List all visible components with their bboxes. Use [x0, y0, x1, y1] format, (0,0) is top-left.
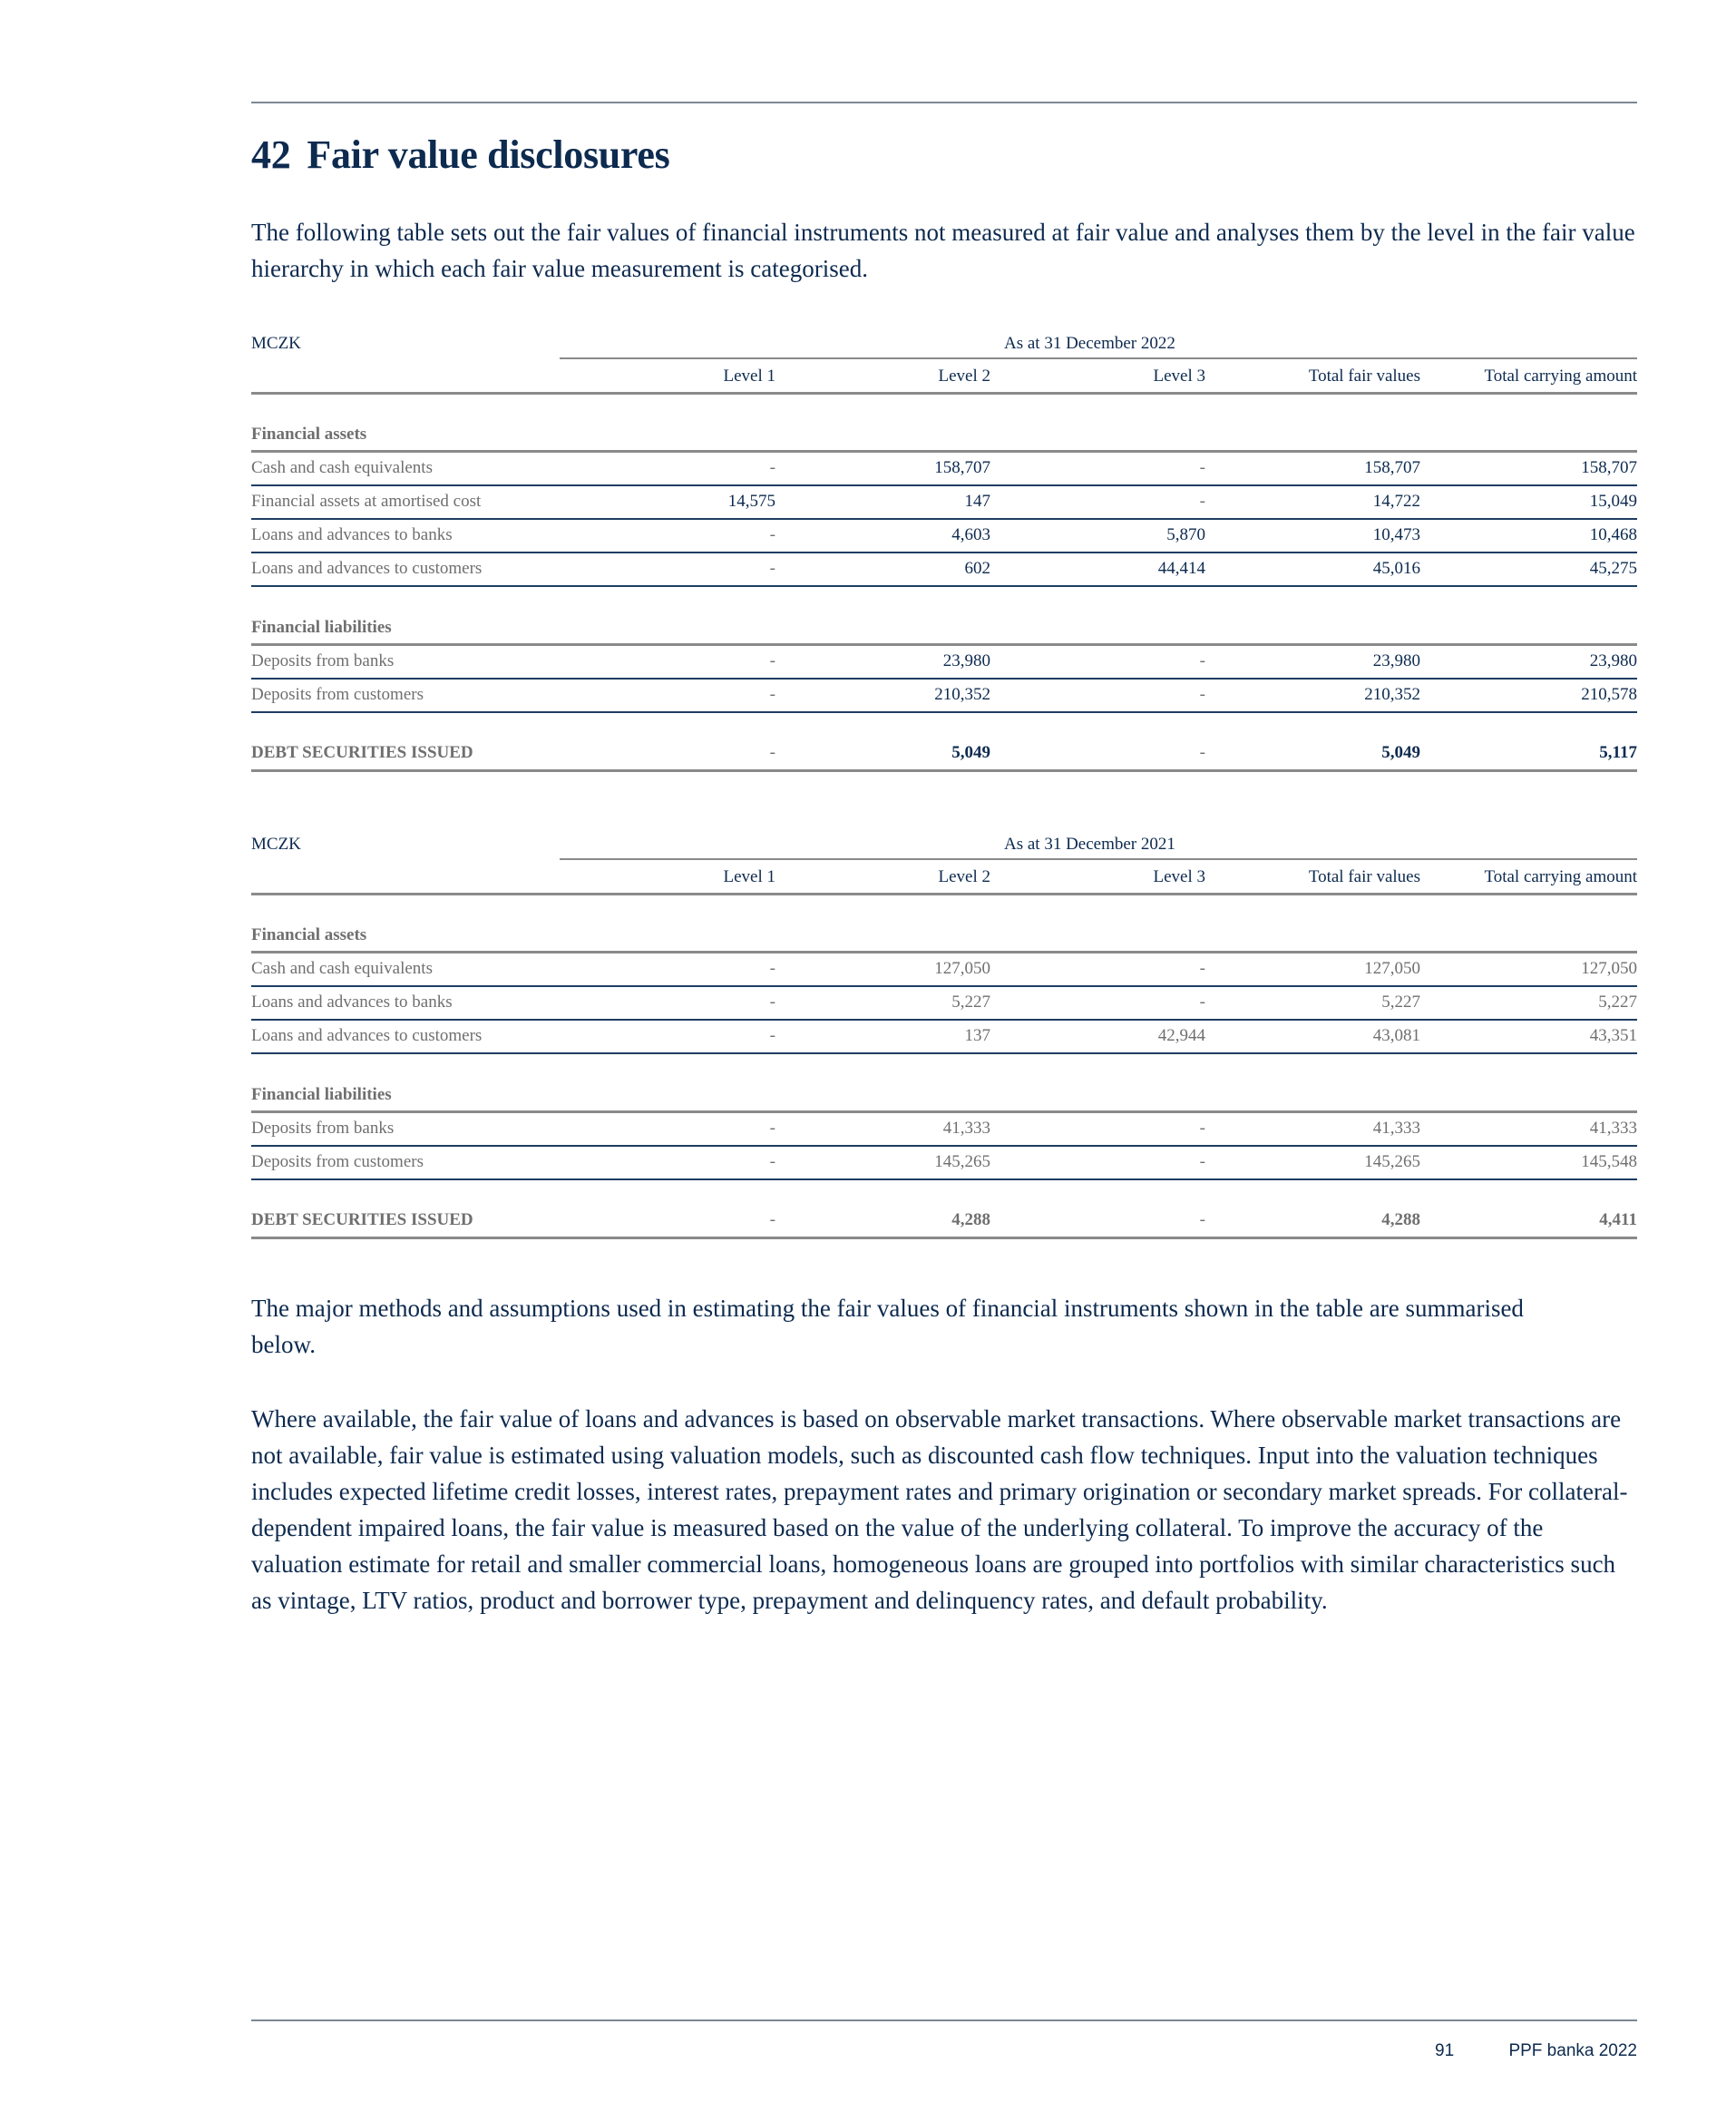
cell-level-3: -: [1199, 959, 1205, 978]
cell-total-carrying-amount: 4,411: [1599, 1210, 1637, 1229]
row-label: DEBT SECURITIES ISSUED: [251, 743, 473, 762]
cell-total-fair-values: 127,050: [1364, 959, 1420, 978]
cell-total-carrying-amount: 145,548: [1581, 1152, 1637, 1171]
cell-level-2: 210,352: [934, 685, 990, 704]
cell-total-carrying-amount: 43,351: [1589, 1026, 1637, 1045]
row-rule: [251, 1178, 1637, 1180]
total-rule: [251, 1237, 1637, 1239]
table-row: [251, 987, 1637, 1021]
column-header-total-carrying-amount: Total carrying amount: [1484, 867, 1637, 886]
column-header-level-3: Level 3: [1153, 367, 1205, 386]
cell-level-3: 44,414: [1157, 559, 1205, 578]
column-header-level-1: Level 1: [723, 367, 775, 386]
cell-level-3: -: [1199, 1119, 1205, 1138]
cell-level-3: 5,870: [1166, 525, 1205, 544]
cell-total-fair-values: 5,227: [1381, 993, 1420, 1012]
cell-total-fair-values: 14,722: [1372, 492, 1420, 511]
document-name: PPF banka 2022: [1508, 2041, 1637, 2060]
row-label: Loans and advances to banks: [251, 993, 453, 1012]
period-label: As at 31 December 2022: [1004, 334, 1175, 353]
total-rule: [251, 769, 1637, 772]
cell-total-fair-values: 41,333: [1372, 1119, 1420, 1138]
cell-level-1: -: [769, 1119, 775, 1138]
row-label: Cash and cash equivalents: [251, 458, 433, 477]
cell-level-2: 5,049: [951, 743, 990, 762]
cell-level-1: -: [769, 1026, 775, 1045]
row-rule: [251, 711, 1637, 713]
page-number: 91: [1435, 2041, 1455, 2060]
column-header-total-carrying-amount: Total carrying amount: [1484, 367, 1637, 386]
row-rule: [251, 1052, 1637, 1054]
period-rule: [560, 858, 1637, 860]
row-label: Loans and advances to customers: [251, 559, 483, 578]
cell-level-2: 137: [964, 1026, 990, 1045]
intro-paragraph: The following table sets out the fair values of financial instruments not measured at fair value and analyses them by the level in the fair value hierarchy in which each fair value measurement is categorised.: [251, 219, 1635, 282]
cell-total-fair-values: 4,288: [1381, 1210, 1420, 1229]
cell-level-1: -: [769, 651, 775, 670]
cell-total-fair-values: 10,473: [1372, 525, 1420, 544]
cell-total-fair-values: 43,081: [1372, 1026, 1420, 1045]
section-title: Fair value disclosures: [307, 132, 670, 177]
row-label: Loans and advances to banks: [251, 525, 453, 544]
cell-level-3: -: [1199, 685, 1205, 704]
table-row: [251, 1147, 1637, 1180]
cell-level-2: 41,333: [942, 1119, 990, 1138]
cell-total-carrying-amount: 45,275: [1589, 559, 1637, 578]
cell-level-3: -: [1199, 993, 1205, 1012]
loans-valuation-paragraph: Where available, the fair value of loans and advances is based on observable market transactions. Where observable market transactions are not available, fair value is estimated using valuation models, such as discounted cash flow techniques. Input into the valuation techniques includes expected lifetime credit losses, interest rates, prepayment rates and primary origination or secondary market spreads. For collateral-dependent impaired loans, the fair value is measured based on the value of the underlying collateral. To improve the accuracy of the valuation estimate for retail and smaller commercial loans, homogeneous loans are grouped into portfolios with similar characteristics such as vintage, LTV ratios, product and borrower type, prepayment and delinquency rates, and default probability.: [251, 1405, 1628, 1614]
cell-level-1: -: [769, 1210, 775, 1229]
section-label-financial-liabilities: Financial liabilities: [251, 1085, 392, 1104]
cell-total-carrying-amount: 5,227: [1598, 993, 1637, 1012]
cell-level-3: -: [1199, 458, 1205, 477]
column-header-level-2: Level 2: [938, 367, 990, 386]
cell-total-carrying-amount: 210,578: [1581, 685, 1637, 704]
table-row: [251, 453, 1637, 486]
column-header-row: [251, 367, 1637, 392]
cell-level-1: -: [769, 458, 775, 477]
footer-rule: [251, 2019, 1637, 2021]
table-row: [251, 680, 1637, 713]
cell-level-2: 4,288: [951, 1210, 990, 1229]
top-rule: [251, 102, 1637, 103]
column-header-row: [251, 867, 1637, 893]
cell-level-3: 42,944: [1157, 1026, 1205, 1045]
cell-level-1: -: [769, 525, 775, 544]
row-label: Deposits from banks: [251, 651, 395, 670]
cell-level-1: -: [769, 959, 775, 978]
cell-level-1: -: [769, 685, 775, 704]
table-row: [251, 553, 1637, 587]
cell-level-2: 127,050: [934, 959, 990, 978]
section-label-financial-assets: Financial assets: [251, 925, 367, 944]
cell-level-1: 14,575: [727, 492, 775, 511]
column-header-level-2: Level 2: [938, 867, 990, 886]
cell-total-fair-values: 5,049: [1381, 743, 1420, 762]
cell-total-carrying-amount: 23,980: [1589, 651, 1637, 670]
section-label-financial-assets: Financial assets: [251, 425, 367, 444]
column-header-level-3: Level 3: [1153, 867, 1205, 886]
period-rule: [560, 357, 1637, 359]
cell-level-3: -: [1199, 1152, 1205, 1171]
cell-level-3: -: [1199, 492, 1205, 511]
cell-total-carrying-amount: 158,707: [1581, 458, 1637, 477]
cell-level-2: 147: [964, 492, 990, 511]
cell-total-fair-values: 158,707: [1364, 458, 1420, 477]
total-row-debt-securities: [251, 738, 1637, 772]
row-label: Deposits from customers: [251, 685, 424, 704]
header-rule: [251, 893, 1637, 895]
row-label: DEBT SECURITIES ISSUED: [251, 1210, 473, 1229]
row-label: Cash and cash equivalents: [251, 959, 433, 978]
column-header-total-fair-values: Total fair values: [1308, 867, 1420, 886]
cell-total-carrying-amount: 127,050: [1581, 959, 1637, 978]
cell-level-2: 23,980: [942, 651, 990, 670]
cell-level-2: 4,603: [951, 525, 990, 544]
total-row-debt-securities: [251, 1205, 1637, 1239]
cell-total-fair-values: 23,980: [1372, 651, 1420, 670]
cell-level-3: -: [1199, 651, 1205, 670]
row-label: Deposits from banks: [251, 1119, 395, 1138]
cell-level-2: 158,707: [934, 458, 990, 477]
cell-total-fair-values: 145,265: [1364, 1152, 1420, 1171]
row-label: Financial assets at amortised cost: [251, 492, 482, 511]
page-title: [251, 132, 669, 178]
row-rule: [251, 585, 1637, 587]
cell-level-2: 5,227: [951, 993, 990, 1012]
cell-total-carrying-amount: 10,468: [1589, 525, 1637, 544]
header-rule: [251, 392, 1637, 395]
cell-level-1: -: [769, 559, 775, 578]
cell-total-carrying-amount: 15,049: [1589, 492, 1637, 511]
cell-level-3: -: [1199, 1210, 1205, 1229]
table-row: [251, 1021, 1637, 1054]
column-header-total-fair-values: Total fair values: [1308, 367, 1420, 386]
row-label: Loans and advances to customers: [251, 1026, 483, 1045]
row-label: Deposits from customers: [251, 1152, 424, 1171]
period-label: As at 31 December 2021: [1004, 835, 1175, 854]
cell-level-2: 602: [964, 559, 990, 578]
section-label-financial-liabilities: Financial liabilities: [251, 618, 392, 637]
table-row: [251, 486, 1637, 520]
cell-level-1: -: [769, 993, 775, 1012]
cell-level-2: 145,265: [934, 1152, 990, 1171]
section-number: 42: [251, 132, 291, 177]
cell-total-carrying-amount: 41,333: [1589, 1119, 1637, 1138]
methods-paragraph: The major methods and assumptions used in estimating the fair values of financial instruments shown in the table are summarised below.: [251, 1295, 1524, 1358]
table-row: [251, 953, 1637, 987]
unit-label: MCZK: [251, 334, 301, 353]
cell-total-fair-values: 210,352: [1364, 685, 1420, 704]
unit-label: MCZK: [251, 835, 301, 854]
table-row: [251, 1113, 1637, 1147]
cell-level-1: -: [769, 743, 775, 762]
cell-total-carrying-amount: 5,117: [1599, 743, 1637, 762]
cell-total-fair-values: 45,016: [1372, 559, 1420, 578]
cell-level-3: -: [1199, 743, 1205, 762]
column-header-level-1: Level 1: [723, 867, 775, 886]
cell-level-1: -: [769, 1152, 775, 1171]
table-row: [251, 646, 1637, 680]
table-row: [251, 520, 1637, 553]
